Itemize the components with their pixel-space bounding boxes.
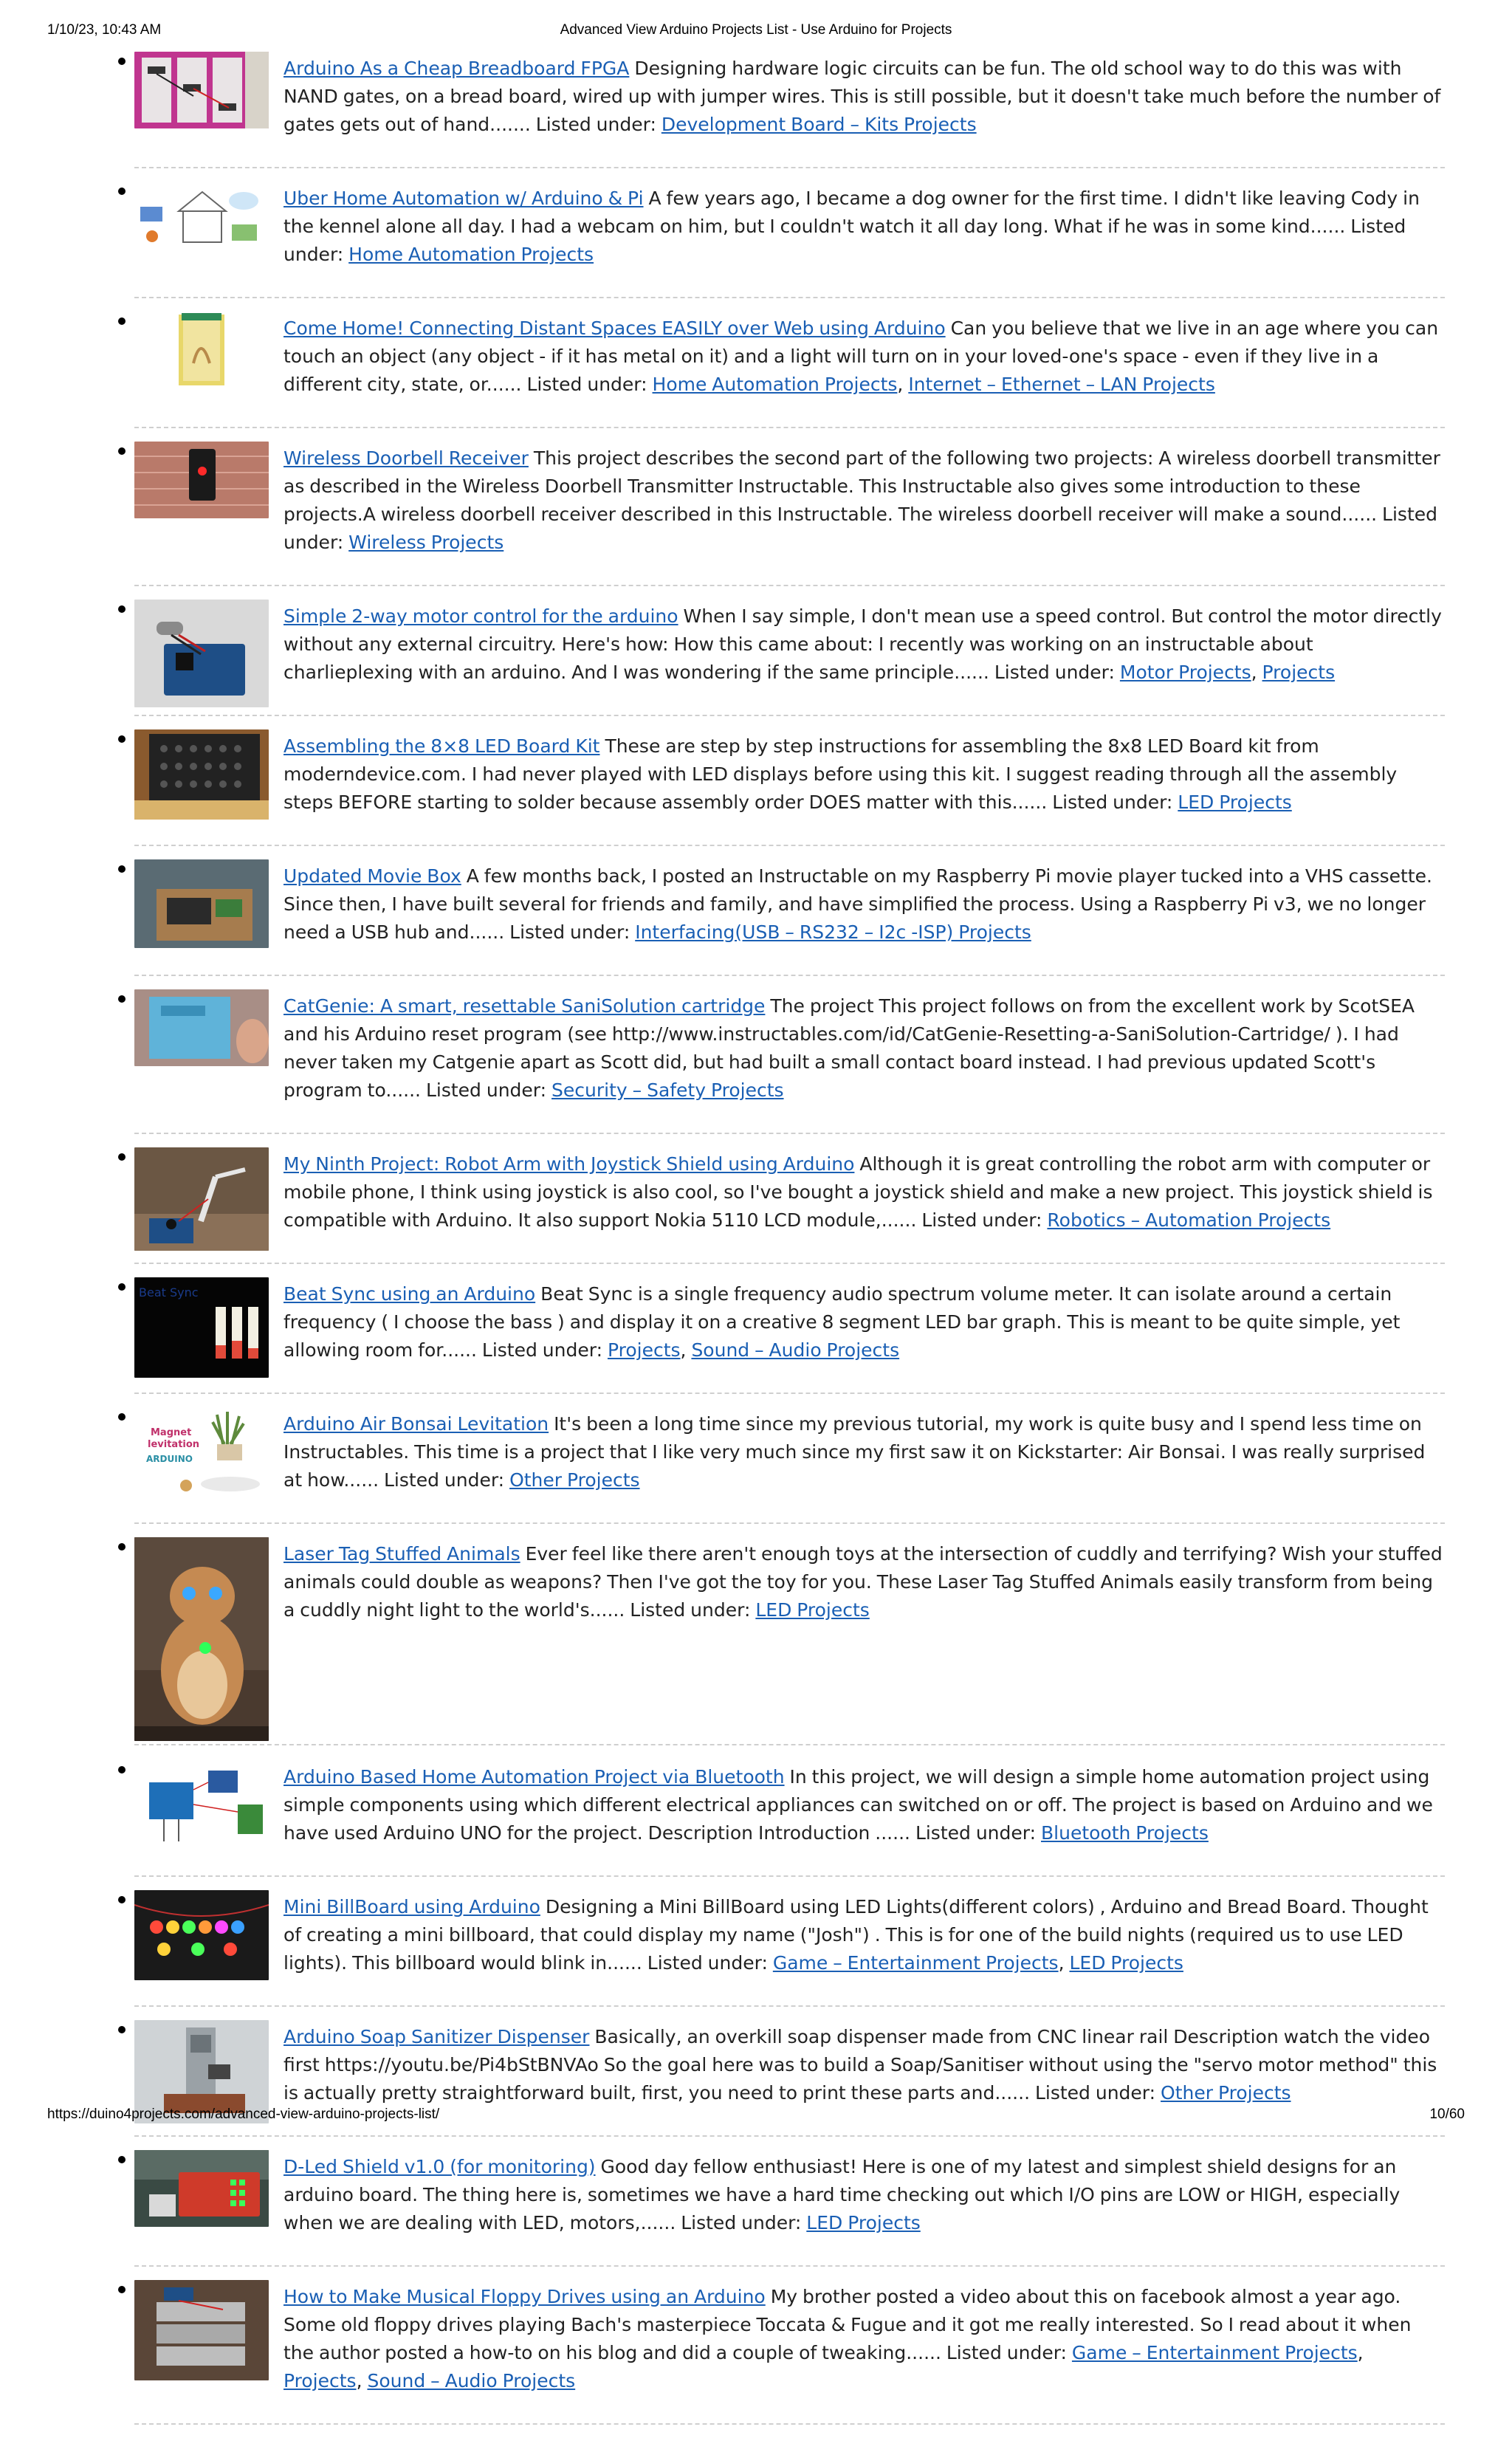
- category-link[interactable]: Projects: [284, 2370, 357, 2391]
- bullet-icon: [118, 447, 126, 455]
- list-item: [134, 52, 1445, 168]
- project-thumbnail[interactable]: [134, 2280, 269, 2380]
- project-thumbnail[interactable]: [134, 989, 269, 1066]
- list-item: [134, 2280, 1445, 2425]
- listed-under-label: Listed under:: [1052, 792, 1173, 813]
- item-text: [284, 1763, 1445, 1847]
- project-description: A few months back, I posted an Instructable on my Raspberry Pi movie player tucked into a VHS cassette. Since then, I have built several for friends and family, and have simplified the process. Using a Raspberry Pi v3, we no longer need a USB hub and......: [284, 865, 1432, 943]
- project-description: Basically, an overkill soap dispenser made from CNC linear rail Description watch the video first https://youtu.be/Pi4bStBNVAo So the goal here was to build a Soap/Sanitiser without using the "servo motor method" this is actually pretty straightforward built, first, you need to print these parts and......: [284, 2026, 1437, 2104]
- list-item: [134, 1407, 1445, 1524]
- list-item: [134, 600, 1445, 716]
- listed-under-label: Listed under:: [630, 1599, 751, 1621]
- list-item: [134, 312, 1445, 428]
- list-item: [134, 859, 1445, 976]
- movie-box-image: [134, 859, 269, 948]
- bullet-icon: [118, 2286, 126, 2293]
- listed-under-label: Listed under:: [425, 1079, 547, 1101]
- category-link[interactable]: LED Projects: [1069, 1952, 1183, 1974]
- motor-arduino-image: [134, 600, 269, 707]
- project-link[interactable]: CatGenie: A smart, resettable SaniSolution cartridge: [284, 995, 766, 1017]
- project-description: Good day fellow enthusiast! Here is one of my latest and simplest shield designs for an arduino board. The thing here is, sometimes we have a hard time checking out which I/O pins are LOW or HIGH, especially when we are dealing with LED, motors,......: [284, 2156, 1401, 2233]
- project-list: [0, 52, 1512, 2438]
- list-item: [134, 1277, 1445, 1394]
- print-footer: [47, 2106, 1465, 2129]
- list-item: [134, 1537, 1445, 1745]
- item-text: How to Make Musical Floppy Drives using an Arduino My brother posted a video about this on facebook almost a year ago. Some old floppy drives playing Bach's masterpiece Toccata & Fugue and it got me really interested. So I read about it when the author posted a how-to on his blog and did a couple of tweaking...... Listed under: Game – Entertainment Projects, Projects, Sound – Audio Projects: [284, 2286, 1412, 2391]
- mini-billboard-image: [134, 1890, 269, 1980]
- category-link[interactable]: Bluetooth Projects: [1041, 1822, 1209, 1844]
- project-thumbnail[interactable]: [134, 600, 269, 707]
- item-text: [284, 444, 1445, 557]
- project-thumbnail[interactable]: [134, 1760, 269, 1850]
- category-link[interactable]: Interfacing(USB – RS232 – I2c -ISP) Projects: [635, 921, 1031, 943]
- thumb-caption-3: ARDUINO: [146, 1454, 193, 1464]
- project-thumbnail[interactable]: [134, 2150, 269, 2227]
- page-number: 10/60: [1429, 2106, 1465, 2122]
- list-item: [134, 1147, 1445, 1264]
- project-link[interactable]: How to Make Musical Floppy Drives using an Arduino: [284, 2286, 766, 2307]
- bullet-icon: [118, 995, 126, 1003]
- item-text: [284, 1410, 1445, 1494]
- project-description: My brother posted a video about this on facebook almost a year ago. Some old floppy drives playing Bach's masterpiece Toccata & Fugue and it got me really interested. So I read about it when the author posted a how-to on his blog and did a couple of tweaking......: [284, 2286, 1412, 2363]
- project-thumbnail[interactable]: [134, 1277, 269, 1378]
- item-text: Beat Sync using an Arduino Beat Sync is a single frequency audio spectrum volume meter. It can isolate around a certain frequency ( I choose the bass ) and display it on a creative 8 segment LED bar graph. This is meant to be quite simple, yet allowing room for...... Listed under: Projects, Sound – Audio Projects: [284, 1283, 1401, 1361]
- listed-under-label: Listed under:: [647, 1952, 768, 1974]
- project-description: When I say simple, I don't mean use a speed control. But control the motor directly without any external circuitry. Here's how: How this came about: I recently was working on an instructable about charlieplexing with an arduino. And I was wondering if the same principle......: [284, 605, 1442, 683]
- category-link[interactable]: Sound – Audio Projects: [367, 2370, 576, 2391]
- item-text: [284, 2153, 1445, 2237]
- item-text: [284, 55, 1445, 139]
- project-link[interactable]: Arduino As a Cheap Breadboard FPGA: [284, 58, 630, 79]
- item-text: [284, 862, 1445, 947]
- category-link[interactable]: Sound – Audio Projects: [691, 1339, 900, 1361]
- category-link[interactable]: Home Automation Projects: [348, 244, 594, 265]
- project-description: Designing hardware logic circuits can be fun. The old school way to do this was with NAND gates, on a bread board, wired up with jumper wires. This is still possible, but it doesn't take much before the number of gates gets out of hand.......: [284, 58, 1441, 135]
- list-item: [134, 729, 1445, 846]
- listed-under-label: Listed under:: [946, 2342, 1067, 2363]
- print-datetime: 1/10/23, 10:43 AM: [47, 22, 162, 38]
- project-link[interactable]: Simple 2-way motor control for the arduino: [284, 605, 678, 627]
- list-item: [134, 989, 1445, 1134]
- item-text: [284, 185, 1445, 269]
- category-link[interactable]: Game – Entertainment Projects: [772, 1952, 1059, 1974]
- stuffed-animal-image: [134, 1537, 269, 1741]
- project-description: In this project, we will design a simple home automation project using simple components using which different electrical appliances can switched on or off. The project is based on Arduino and we have used Arduino UNO for the project. Description Introduction ......: [284, 1766, 1433, 1844]
- item-text: [284, 2023, 1445, 2107]
- floppy-drives-image: [134, 2280, 269, 2380]
- listed-under-label: Listed under:: [284, 504, 1437, 553]
- item-text: [284, 992, 1445, 1105]
- bullet-icon: [118, 865, 126, 873]
- bullet-icon: [118, 1896, 126, 1903]
- project-link[interactable]: Arduino Based Home Automation Project via Bluetooth: [284, 1766, 785, 1788]
- category-link[interactable]: Home Automation Projects: [652, 374, 898, 395]
- print-url: https://duino4projects.com/advanced-view-arduino-projects-list/: [47, 2106, 440, 2122]
- project-link[interactable]: Updated Movie Box: [284, 865, 461, 887]
- listed-under-label: Listed under:: [681, 2212, 802, 2233]
- project-link[interactable]: Assembling the 8×8 LED Board Kit: [284, 735, 600, 757]
- list-item: [134, 2150, 1445, 2267]
- project-thumbnail[interactable]: [134, 1537, 269, 1741]
- project-thumbnail[interactable]: [134, 729, 269, 820]
- project-thumbnail[interactable]: [134, 1147, 269, 1251]
- category-link[interactable]: Security – Safety Projects: [551, 1079, 784, 1101]
- project-link[interactable]: My Ninth Project: Robot Arm with Joystick Shield using Arduino: [284, 1153, 855, 1175]
- project-link[interactable]: Laser Tag Stuffed Animals: [284, 1543, 520, 1565]
- project-thumbnail[interactable]: [134, 52, 269, 128]
- listed-under-label: Listed under:: [535, 114, 656, 135]
- catgenie-cartridge-image: [134, 989, 269, 1066]
- bullet-icon: [118, 58, 126, 65]
- bullet-icon: [118, 1153, 126, 1161]
- listed-under-label: Listed under:: [915, 1822, 1037, 1844]
- project-thumbnail[interactable]: [134, 312, 269, 388]
- air-bonsai-image: [134, 1407, 269, 1497]
- home-automation-diagram-image: [134, 182, 269, 258]
- project-description: Ever feel like there aren't enough toys at the intersection of cuddly and terrifying? Wish your stuffed animals could double as weapons? Then I've got the toy for you. These Laser Tag Stuffed Animals easily transform from being a cuddly night light to the world's......: [284, 1543, 1443, 1621]
- project-description: Beat Sync is a single frequency audio spectrum volume meter. It can isolate around a certain frequency ( I choose the bass ) and display it on a creative 8 segment LED bar graph. This is meant to be quite simple, yet allowing room for......: [284, 1283, 1401, 1361]
- project-description: A few years ago, I became a dog owner for the first time. I didn't like leaving Cody in the kennel alone all day. I had a webcam on him, but I couldn't watch it all day long. What if he was in some kind......: [284, 188, 1420, 237]
- project-description: Designing a Mini BillBoard using LED Lights(different colors) , Arduino and Bread Board. Thought of creating a mini billboard, that could display my name ("Josh") . This is for one of the build nights (required us to use LED lights). This billboard would blink in......: [284, 1896, 1429, 1974]
- bullet-icon: [118, 1543, 126, 1551]
- project-link[interactable]: D-Led Shield v1.0 (for monitoring): [284, 2156, 596, 2177]
- item-text: Mini BillBoard using Arduino Designing a Mini BillBoard using LED Lights(different colors) , Arduino and Bread Board. Thought of creating a mini billboard, that could display my name ("Josh") . This is for one of the build nights (required us to use LED lights). This billboard would blink in...... Listed under: Game – Entertainment Projects, LED Projects: [284, 1896, 1429, 1974]
- bullet-icon: [118, 605, 126, 613]
- list-item: [134, 1760, 1445, 1877]
- item-text: Come Home! Connecting Distant Spaces EASILY over Web using Arduino Can you believe that we live in an age where you can touch an object (any object - if it has metal on it) and a light will turn on in your loved-one's space - even if they live in a different city, state, or...... Listed under: Home Automation Projects, Internet – Ethernet – LAN Projects: [284, 317, 1439, 395]
- category-link[interactable]: LED Projects: [1178, 792, 1292, 813]
- print-header: [47, 22, 1465, 44]
- category-link[interactable]: Motor Projects: [1119, 662, 1251, 683]
- project-description: These are step by step instructions for assembling the 8x8 LED Board kit from moderndevice.com. I had never played with LED displays before using this kit. I suggest reading through all the assembly steps BEFORE starting to solder because assembly order DOES matter with this......: [284, 735, 1398, 813]
- thumb-caption: Beat Sync: [139, 1285, 199, 1299]
- project-thumbnail[interactable]: [134, 442, 269, 518]
- bluetooth-circuit-image: [134, 1760, 269, 1850]
- project-description: Although it is great controlling the robot arm with computer or mobile phone, I think using joystick is also cool, so I've bought a joystick shield and make a new project. This joystick shield is compatible with Arduino. It also support Nokia 5110 LCD module,......: [284, 1153, 1433, 1231]
- listed-under-label: Listed under:: [509, 921, 630, 943]
- project-link[interactable]: Come Home! Connecting Distant Spaces EASILY over Web using Arduino: [284, 317, 946, 339]
- project-link[interactable]: Mini BillBoard using Arduino: [284, 1896, 540, 1917]
- category-link[interactable]: Other Projects: [509, 1469, 640, 1491]
- project-description: The project This project follows on from the excellent work by ScotSEA and his Arduino reset program (see http://www.instructables.com/id/CatGenie-Resetting-a-SaniSolution-Cartridge/ ). I had never taken my Catgenie apart as Scott did, but had built a small contact board instead. I had previous updated Scott's program to......: [284, 995, 1415, 1101]
- project-thumbnail[interactable]: [134, 1407, 269, 1497]
- fpga-board-image: [134, 52, 269, 128]
- bullet-icon: [118, 188, 126, 195]
- project-link[interactable]: Wireless Doorbell Receiver: [284, 447, 529, 469]
- project-thumbnail[interactable]: [134, 182, 269, 258]
- category-link[interactable]: Other Projects: [1161, 2082, 1291, 2104]
- print-page-title: Advanced View Arduino Projects List - Use Arduino for Projects: [560, 22, 952, 38]
- item-text: Simple 2-way motor control for the arduino When I say simple, I don't mean use a speed control. But control the motor directly without any external circuitry. Here's how: How this came about: I recently was working on an instructable about charlieplexing with an arduino. And I was wondering if the same principle...... Listed under: Motor Projects, Projects: [284, 605, 1442, 683]
- category-link[interactable]: Robotics – Automation Projects: [1047, 1209, 1331, 1231]
- list-item: [134, 1890, 1445, 2007]
- touch-lamp-image: [134, 312, 269, 388]
- category-link[interactable]: Wireless Projects: [348, 532, 504, 553]
- thumb-caption-1: Magnet: [151, 1427, 192, 1438]
- listed-under-label: Listed under:: [481, 1339, 603, 1361]
- beat-sync-image: [134, 1277, 269, 1378]
- listed-under-label: Listed under:: [284, 216, 1406, 265]
- dled-shield-image: [134, 2150, 269, 2227]
- thumb-caption-2: levitation: [148, 1439, 200, 1450]
- item-text: [284, 732, 1445, 817]
- category-link[interactable]: LED Projects: [806, 2212, 921, 2233]
- category-link[interactable]: Game – Entertainment Projects: [1071, 2342, 1358, 2363]
- project-thumbnail[interactable]: [134, 1890, 269, 1980]
- category-link[interactable]: Projects: [607, 1339, 681, 1361]
- project-thumbnail[interactable]: [134, 859, 269, 948]
- project-link[interactable]: Beat Sync using an Arduino: [284, 1283, 536, 1305]
- category-link[interactable]: Internet – Ethernet – LAN Projects: [908, 374, 1215, 395]
- project-description: This project describes the second part of the following two projects: A wireless doorbell transmitter as described in the Wireless Doorbell Transmitter Instructable. This Instructable also gives some introduction to these projects.A wireless doorbell receiver described in this Instructable. The wireless doorbell receiver will make a sound......: [284, 447, 1440, 525]
- robot-arm-image: [134, 1147, 269, 1251]
- project-link[interactable]: Arduino Soap Sanitizer Dispenser: [284, 2026, 590, 2047]
- listed-under-label: Listed under:: [384, 1469, 505, 1491]
- bullet-icon: [118, 735, 126, 743]
- bullet-icon: [118, 1766, 126, 1773]
- led-board-kit-image: [134, 729, 269, 820]
- listed-under-label: Listed under:: [526, 374, 647, 395]
- category-link[interactable]: Development Board – Kits Projects: [661, 114, 977, 135]
- list-item: [134, 442, 1445, 586]
- category-link[interactable]: LED Projects: [755, 1599, 870, 1621]
- category-link[interactable]: Projects: [1262, 662, 1336, 683]
- bullet-icon: [118, 2156, 126, 2163]
- listed-under-label: Listed under:: [1034, 2082, 1156, 2104]
- project-link[interactable]: Arduino Air Bonsai Levitation: [284, 1413, 549, 1435]
- doorbell-receiver-image: [134, 442, 269, 518]
- project-description: Can you believe that we live in an age where you can touch an object (any object - if it has metal on it) and a light will turn on in your loved-one's space - even if they live in a different city, state, or......: [284, 317, 1439, 395]
- bullet-icon: [118, 2026, 126, 2033]
- bullet-icon: [118, 1283, 126, 1291]
- project-link[interactable]: Uber Home Automation w/ Arduino & Pi: [284, 188, 644, 209]
- listed-under-label: Listed under:: [994, 662, 1115, 683]
- listed-under-label: Listed under:: [921, 1209, 1042, 1231]
- bullet-icon: [118, 317, 126, 325]
- bullet-icon: [118, 1413, 126, 1421]
- project-description: It's been a long time since my previous tutorial, my work is quite busy and I spend less time on Instructables. This time is a project that I like very much since my first saw it on Kickstarter: Air Bonsai. I was really surprised at how......: [284, 1413, 1426, 1491]
- item-text: [284, 1540, 1445, 1744]
- list-item: [134, 182, 1445, 298]
- item-text: [284, 1150, 1445, 1235]
